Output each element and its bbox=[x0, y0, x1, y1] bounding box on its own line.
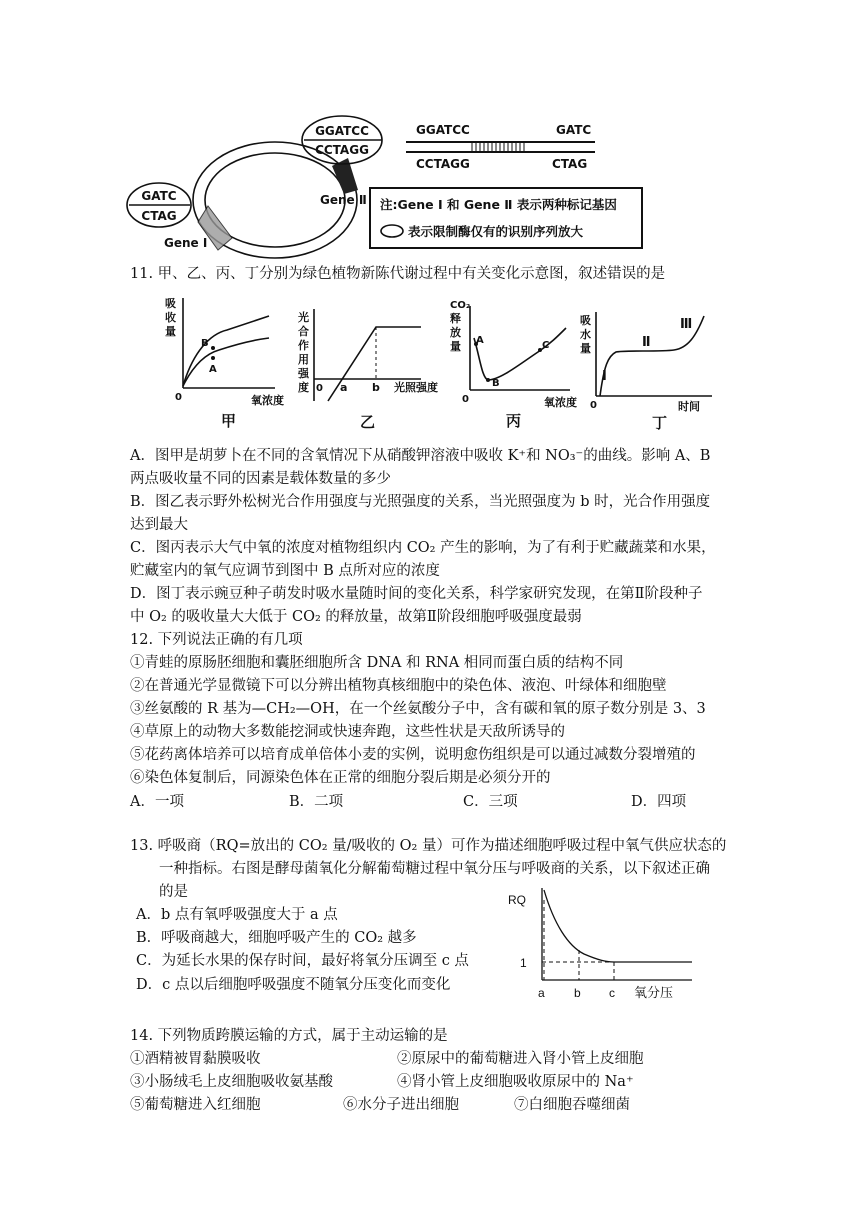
rq-ylabel: RQ bbox=[508, 893, 526, 907]
bing-ylabel-2: 释 bbox=[450, 312, 461, 325]
q14-item-5: ⑤葡萄糖进入红细胞 bbox=[130, 1097, 261, 1113]
yi-ylabel-2: 合 bbox=[298, 325, 309, 338]
q13-stem-line2: 一种指标。右图是酵母菌氧化分解葡萄糖过程中氧分压与呼吸商的关系，以下叙述正确 bbox=[159, 861, 710, 877]
rq-x-a: a bbox=[538, 986, 545, 1000]
q14-item-1: ①酒精被胃黏膜吸收 bbox=[130, 1051, 261, 1067]
bing-xlabel: 氧浓度 bbox=[544, 396, 577, 409]
gene2-label: Gene Ⅱ bbox=[320, 193, 367, 207]
jia-label-B: B bbox=[201, 338, 209, 349]
q12-statement-4: ④草原上的动物大多数能挖洞或快速奔跑，这些性状是天敌所诱导的 bbox=[130, 724, 565, 740]
bing-caption: 丙 bbox=[506, 412, 522, 430]
q13-option-C: C．为延长水果的保存时间，最好将氧分压调至 c 点 bbox=[136, 953, 469, 969]
graph-ding bbox=[580, 306, 730, 434]
yi-ylabel-6: 度 bbox=[298, 381, 309, 394]
q13-option-A: A．b 点有氧呼吸强度大于 a 点 bbox=[136, 907, 338, 923]
q11-option-C-line2: 贮藏室内的氧气应调节到图中 B 点所对应的浓度 bbox=[130, 563, 440, 579]
note-line1: 注:Gene Ⅰ 和 Gene Ⅱ 表示两种标记基因 bbox=[380, 197, 617, 212]
q11-option-A-line2: 两点吸收量不同的因素是载体数量的多少 bbox=[130, 471, 391, 487]
yi-ylabel-4: 用 bbox=[298, 353, 309, 366]
rq-tick-1: 1 bbox=[520, 956, 527, 970]
jia-label-A: A bbox=[209, 364, 217, 375]
frag-left-seq1: GGATCC bbox=[416, 123, 470, 137]
jia-ylabel-2: 收 bbox=[165, 311, 176, 324]
q14-item-7: ⑦白细胞吞噬细菌 bbox=[514, 1097, 630, 1113]
frag-right-seq1: GATC bbox=[556, 123, 592, 137]
graph-jia bbox=[165, 292, 295, 432]
jia-curve-upper bbox=[183, 316, 269, 386]
yi-label-a: a bbox=[340, 381, 348, 394]
jia-origin: 0 bbox=[175, 392, 182, 403]
graph-bing bbox=[450, 298, 590, 433]
q11-option-B-line1: B．图乙表示野外松树光合作用强度与光照强度的关系，当光照强度为 b 时，光合作用强度 bbox=[130, 494, 711, 510]
bing-ylabel-4: 量 bbox=[450, 340, 461, 353]
jia-curve-lower bbox=[183, 338, 269, 386]
yi-ylabel-1: 光 bbox=[298, 311, 309, 324]
rq-curve bbox=[544, 890, 692, 962]
q12-option-C: C．三项 bbox=[463, 794, 518, 810]
q12-stem: 12. 下列说法正确的有几项 bbox=[130, 632, 303, 648]
ding-xlabel: 时间 bbox=[678, 400, 700, 413]
rq-graph bbox=[502, 884, 717, 1004]
q14-item-3: ③小肠绒毛上皮细胞吸收氨基酸 bbox=[130, 1074, 333, 1090]
bing-ylabel-1: CO₂ bbox=[450, 300, 471, 311]
q12-option-D: D．四项 bbox=[631, 794, 687, 810]
plasmid-diagram bbox=[120, 110, 660, 260]
site-left-seq2: CTAG bbox=[141, 209, 177, 223]
q11-option-D-line1: D．图丁表示豌豆种子萌发时吸水量随时间的变化关系，科学家研究发现，在第Ⅱ阶段种子 bbox=[130, 586, 703, 602]
q12-statement-5: ⑤花药离体培养可以培育成单倍体小麦的实例，说明愈伤组织是可以通过减数分裂增殖的 bbox=[130, 747, 696, 763]
frag-right-seq2: CTAG bbox=[552, 157, 588, 171]
yi-ylabel-3: 作 bbox=[298, 339, 309, 352]
note-line2: 表示限制酶仅有的识别序列放大 bbox=[408, 224, 584, 239]
ding-ylabel-2: 水 bbox=[580, 328, 591, 341]
bing-curve bbox=[474, 328, 566, 380]
q13-option-D: D．c 点以后细胞呼吸强度不随氧分压变化而变化 bbox=[136, 977, 451, 993]
q12-option-A: A．一项 bbox=[130, 794, 184, 810]
yi-origin: 0 bbox=[316, 383, 323, 394]
yi-xlabel: 光照强度 bbox=[394, 381, 438, 394]
q12-statement-2: ②在普通光学显微镜下可以分辨出植物真核细胞中的染色体、液泡、叶绿体和细胞壁 bbox=[130, 678, 667, 694]
q12-statement-1: ①青蛙的原肠胚细胞和囊胚细胞所含 DNA 和 RNA 相同而蛋白质的结构不同 bbox=[130, 655, 624, 671]
ding-origin: 0 bbox=[590, 400, 597, 411]
bing-label-C: C bbox=[542, 340, 550, 351]
site-top-seq2: CCTAGG bbox=[315, 143, 369, 157]
graph-yi bbox=[296, 305, 446, 433]
ding-stage-1: Ⅰ bbox=[602, 369, 607, 384]
frag-hatch bbox=[472, 142, 524, 152]
yi-ylabel-5: 强 bbox=[298, 367, 309, 380]
q14-item-4: ④肾小管上皮细胞吸收原尿中的 Na⁺ bbox=[397, 1074, 634, 1090]
bing-origin: 0 bbox=[462, 394, 469, 405]
jia-point-A bbox=[211, 356, 215, 360]
q13-stem-line1: 13. 呼吸商（RQ=放出的 CO₂ 量/吸收的 O₂ 量）可作为描述细胞呼吸过程中氧气供应状态的 bbox=[130, 838, 727, 854]
ding-stage-2: Ⅱ bbox=[642, 335, 651, 350]
yi-label-b: b bbox=[372, 381, 380, 394]
ding-caption: 丁 bbox=[652, 414, 668, 432]
site-left-seq1: GATC bbox=[141, 189, 177, 203]
q11-option-A-line1: A．图甲是胡萝卜在不同的含氧情况下从硝酸钾溶液中吸收 K⁺和 NO₃⁻的曲线。影响 A、B bbox=[130, 448, 711, 464]
rq-xlabel: 氧分压 bbox=[634, 985, 674, 1000]
jia-caption: 甲 bbox=[221, 412, 237, 430]
ding-stage-3: Ⅲ bbox=[680, 317, 693, 332]
bing-label-B: B bbox=[492, 378, 500, 389]
rq-x-c: c bbox=[609, 986, 615, 1000]
ding-ylabel-3: 量 bbox=[580, 342, 591, 355]
frag-left-seq2: CCTAGG bbox=[416, 157, 470, 171]
q11-stem: 11. 甲、乙、丙、丁分别为绿色植物新陈代谢过程中有关变化示意图，叙述错误的是 bbox=[130, 266, 666, 282]
jia-ylabel-1: 吸 bbox=[165, 297, 176, 310]
site-top-seq1: GGATCC bbox=[315, 124, 369, 138]
q12-option-B: B．二项 bbox=[289, 794, 344, 810]
q12-statement-3: ③丝氨酸的 R 基为—CH₂—OH，在一个丝氨酸分子中，含有碳和氧的原子数分别是 3、3 bbox=[130, 701, 706, 717]
q11-option-B-line2: 达到最大 bbox=[130, 517, 188, 533]
q14-item-2: ②原尿中的葡萄糖进入肾小管上皮细胞 bbox=[397, 1051, 644, 1067]
q14-item-6: ⑥水分子进出细胞 bbox=[343, 1097, 459, 1113]
q11-option-C-line1: C．图丙表示大气中氧的浓度对植物组织内 CO₂ 产生的影响，为了有利于贮藏蔬菜和水果， bbox=[130, 540, 716, 556]
bing-ylabel-3: 放 bbox=[450, 326, 461, 339]
jia-xlabel: 氧浓度 bbox=[251, 394, 284, 407]
q13-stem-line3: 的是 bbox=[159, 884, 188, 900]
q12-statement-6: ⑥染色体复制后，同源染色体在正常的细胞分裂后期是必须分开的 bbox=[130, 770, 551, 786]
gene1-label: Gene Ⅰ bbox=[164, 236, 208, 250]
q14-stem: 14. 下列物质跨膜运输的方式，属于主动运输的是 bbox=[130, 1028, 448, 1044]
rq-x-b: b bbox=[574, 986, 581, 1000]
jia-point-B bbox=[211, 346, 215, 350]
yi-caption: 乙 bbox=[360, 413, 376, 431]
jia-ylabel-3: 量 bbox=[165, 325, 176, 338]
q11-option-D-line2: 中 O₂ 的吸收量大大低于 CO₂ 的释放量，故第Ⅱ阶段细胞呼吸强度最弱 bbox=[130, 609, 582, 625]
bing-label-A: A bbox=[476, 335, 484, 346]
bing-point-B bbox=[486, 378, 490, 382]
q13-option-B: B．呼吸商越大，细胞呼吸产生的 CO₂ 越多 bbox=[136, 930, 417, 946]
bubble-symbol bbox=[381, 225, 403, 237]
ding-ylabel-1: 吸 bbox=[580, 314, 591, 327]
